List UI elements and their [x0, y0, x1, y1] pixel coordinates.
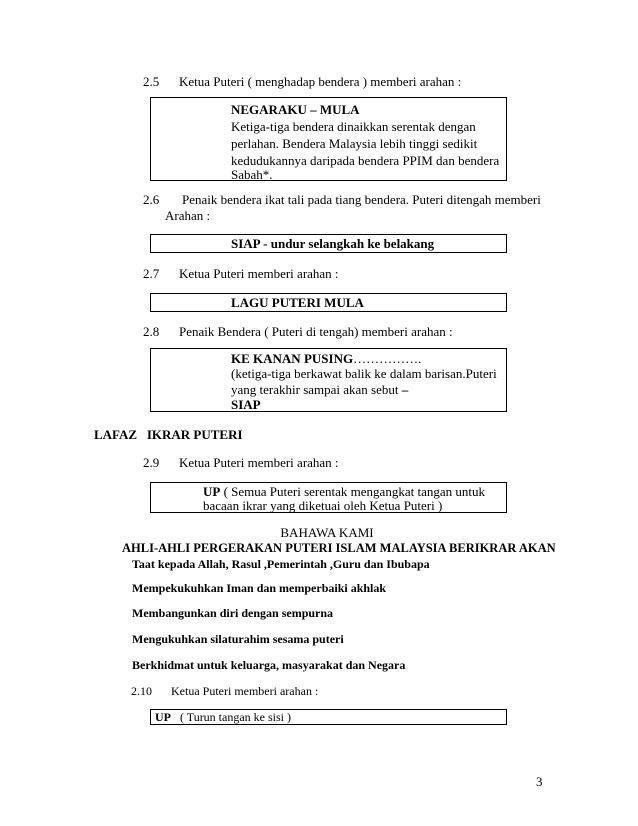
section-2-10-box-rest: ( Turun tangan ke sisi ): [171, 710, 291, 724]
pledge-item: Membangunkan diri dengan sempurna: [132, 606, 334, 620]
section-2-8-box-title: KE KANAN PUSING: [231, 351, 354, 366]
section-2-8-box-line2-text: yang terakhir sampai akan sebut: [231, 382, 402, 397]
lafaz-heading: LAFAZ IKRAR PUTERI: [94, 427, 243, 442]
section-2-8-box: [150, 348, 507, 412]
section-2-6-number: 2.6: [143, 192, 160, 207]
section-2-7-number: 2.7: [143, 266, 160, 281]
pledge-item: Mempekukuhkan Iman dan memperbaiki akhlak: [132, 581, 387, 595]
section-2-9-box-up: UP: [203, 484, 221, 499]
section-2-9-number: 2.9: [143, 455, 160, 470]
pledge-title-wrap: [0, 525, 638, 541]
section-2-8-text: Penaik Bendera ( Puteri di tengah) memberi arahan :: [179, 324, 453, 339]
pledge-line1: AHLI-AHLI PERGERAKAN PUTERI ISLAM MALAYSIA BERIKRAR AKAN: [122, 541, 556, 555]
section-2-10-box-up: UP: [155, 710, 171, 724]
section-2-8-box-line2-dash: –: [401, 382, 409, 397]
section-2-5-box: [150, 97, 507, 181]
section-2-8-box-line1: (ketiga-tiga berkawat balik ke dalam barisan.Puteri: [231, 366, 497, 381]
section-2-9-text: Ketua Puteri memberi arahan :: [179, 455, 339, 470]
section-2-5-box-title: NEGARAKU – MULA: [231, 102, 360, 117]
section-2-6-text-line1: Penaik bendera ikat tali pada tiang bendera. Puteri ditengah memberi: [182, 192, 541, 207]
section-2-6-box: [150, 234, 507, 253]
section-2-5-box-line: kedudukannya daripada bendera PPIM dan bendera: [231, 153, 500, 168]
section-2-7-box-text: LAGU PUTERI MULA: [231, 295, 364, 310]
section-2-10-box: [150, 709, 507, 725]
section-2-10-box-line: [155, 710, 291, 725]
section-2-6-box-text: SIAP - undur selangkah ke belakang: [231, 236, 435, 251]
section-2-6-text-line2: Arahan :: [165, 208, 211, 223]
section-2-9-box: [150, 482, 507, 513]
section-2-7-box: [150, 293, 507, 312]
section-2-7-text: Ketua Puteri memberi arahan :: [179, 266, 339, 281]
section-2-8-number: 2.8: [143, 324, 160, 339]
section-2-8-box-line3: SIAP: [231, 397, 261, 412]
section-2-5-box-line: Ketiga-tiga bendera dinaikkan serentak dengan: [231, 119, 476, 134]
pledge-item: Mengukuhkan silaturahim sesama puteri: [132, 632, 344, 646]
section-2-5-number: 2.5: [143, 74, 160, 89]
pledge-item: Berkhidmat untuk keluarga, masyarakat dan Negara: [132, 658, 406, 672]
pledge-line2: Taat kepada Allah, Rasul ,Pemerintah ,Guru dan Ibubapa: [132, 557, 430, 571]
pledge-title: BAHAWA KAMI: [280, 525, 374, 540]
page-number: 3: [536, 774, 543, 789]
section-2-8-box-dots: …………….: [353, 351, 422, 366]
section-2-9-box-line2: bacaan ikrar yang diketuai oleh Ketua Puteri ): [203, 498, 443, 513]
section-2-5-text: Ketua Puteri ( menghadap bendera ) memberi arahan :: [179, 74, 462, 89]
section-2-10-text: Ketua Puteri memberi arahan :: [171, 684, 319, 698]
section-2-9-box-line1-rest: ( Semua Puteri serentak mengangkat tangan untuk: [220, 484, 485, 499]
section-2-5-box-line: perlahan. Bendera Malaysia lebih tinggi sedikit: [231, 136, 478, 151]
section-2-10-number: 2.10: [131, 684, 152, 698]
section-2-5-box-line: Sabah*.: [231, 167, 273, 182]
